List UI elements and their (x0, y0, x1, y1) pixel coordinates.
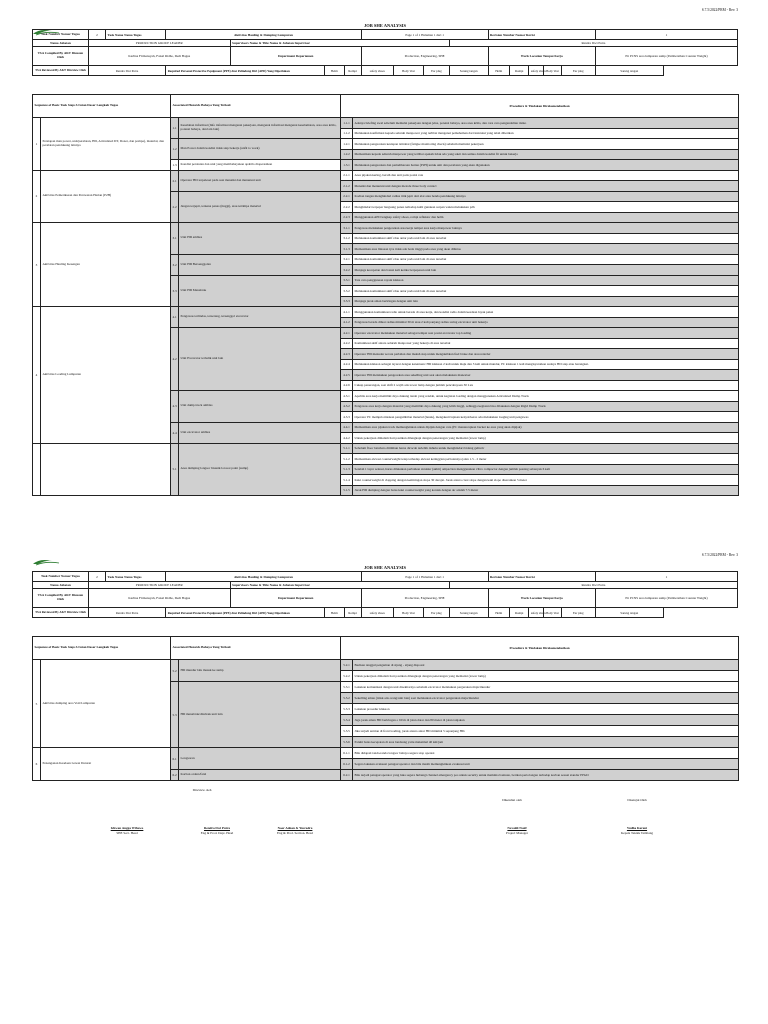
col-hazards-header: Associated Hazards Bahaya Yang Terkait (171, 95, 341, 118)
ppe-item: safety shoes (529, 66, 544, 76)
hazard-number: 6.2 (171, 770, 179, 781)
col-steps-header: Sequence of Basic Task Steps Urutan Dasar Langkah Tugas (33, 95, 171, 118)
control-number: 4.1.1 (341, 307, 353, 318)
control-text: Kodian tangan menghindari radius titik jepit dari alat atau benda pendukung lainnya (353, 191, 739, 202)
control-number: 3.3.2 (341, 286, 353, 297)
hazard-text: HD mundur lalu masuk ke sump (179, 660, 341, 682)
task-number: 2 (88, 572, 105, 582)
header-table (32, 29, 738, 76)
control-text: Jaga jarak aman HD beriringan ≥ 60 m di jalan datar dan 80 meter di jalan tanjakan (353, 715, 739, 726)
hazard-text: Kesalahan informasi (Info informasi mengenai pekerjaan, mengenai informasi mengenai keselamatan, area area kritis, potensi bahaya, dan lain lain) (179, 118, 341, 139)
control-text: Melakukan komunikasi aktif rdau antar pada unit lain di area tersebut (353, 233, 739, 244)
control-number: 4.2.1 (341, 328, 353, 339)
signatory-role: Kepala Teknik Tambang (620, 831, 654, 835)
control-text: Memastikan elevasi counterweight tetap terhadap elevasi ketinggian perbaiannya jalan 1.5 - 2 meter (353, 454, 739, 465)
step-text: Aktivitas Hauling Kesengan (41, 223, 171, 307)
control-text: Untuk pekerjaan dimalam hari pastikan dilengkapi dengan penerangan yang memadai (tower lamp) (353, 671, 739, 682)
step-number: 2 (33, 170, 41, 223)
ppe-item: Helm (488, 66, 509, 76)
control-number: 1.2.2 (341, 149, 353, 160)
hazard-number: 5.2 (171, 660, 179, 682)
control-text: Patuhi batas kecepatan di area landsung yaitu maksimal 40 km/jam (353, 737, 739, 748)
page-title: JOB SHE ANALYSIS (363, 565, 407, 570)
signatory-name: Yudha Karani (626, 826, 648, 830)
hazard-number: 6.1 (171, 748, 179, 770)
control-text: Cukup penerangan, saat shift 2 wajib ada tower lamp dengan jumlah pencahayaan 30 Lux (353, 380, 739, 391)
hazard-number: 1.2 (171, 139, 179, 160)
department-value: Production, Engineering, SHE (361, 589, 488, 608)
hazard-number: 1.3 (171, 160, 179, 171)
hazard-number: 2.1 (171, 170, 179, 191)
col-controls-header: Procedure & Tindakan Direkomendasikan (341, 95, 739, 118)
control-text: Sebelum floor batubara ditimbun harus dicacah terlebih dahulu untuk menghindari bidang gelincir (353, 443, 739, 454)
control-text: Menghindari terpapar langsung panas terhadap kulit gunakan sarpan waktu melakukan p2h (353, 202, 739, 213)
step-text: Penanganan Keadaan Gawat Darurat (41, 748, 171, 781)
control-text: Bila terjadi petugas/operator yang luka segera hubungi channel emergency pos untuk security untuk meminta bantuan, berikan pertolongan terhadap korban sesuai standar PPGD (353, 770, 739, 781)
control-number: 6.1.1 (341, 748, 353, 759)
control-text: Komunikasi aktif antara seluruh manpower yang bekerja di area tersebut (353, 338, 739, 349)
hazard-text: Korban orders/fatal (179, 770, 341, 781)
control-text: Memastikan kepada seluruh manpower yang terlibat apakah tidak ada yang sakit dan semua dalam kondisi fit untuk bekerja (353, 149, 739, 160)
task-name: Aktivitas Hauling & Dumping Lumpuran (166, 30, 362, 40)
control-text: Melakukan pengecekan dan pemeliharaan harian (P2H) untuk unit dan peralatan yang akan digunakan (353, 160, 739, 171)
signatory-role: Project Manager (506, 831, 528, 835)
ppe-item: Rompi (344, 66, 361, 76)
hazard-number: 5.1 (171, 443, 179, 496)
control-text: Bila didapati tanda-tanda longsor bahaya segera stop operasi (353, 748, 739, 759)
control-text: Memastikan area lintasan tyre tidak ada beda tinggi pada area yang akan dilintas (353, 244, 739, 255)
signatory-name: Ichwan Angga Wibowo (110, 826, 144, 830)
hazard-number: 1.1 (171, 118, 179, 139)
hazard-number: 4.3 (171, 391, 179, 423)
compiled-label: TSA Compiled By AKT Disusun Oleh (33, 47, 89, 66)
signatory-role: Eng & Prod. Section. Head (277, 831, 313, 835)
control-number: 5.3.3 (341, 704, 353, 715)
ppe-item: safety shoes (529, 608, 544, 618)
control-text: Lakukan komunikasi dengan unit disekitarnya sebelum excavator melakukan pergerakan maju/mundur (353, 682, 739, 693)
task-name: Aktivitas Hauling & Dumping Lumpuran (166, 572, 362, 582)
step-text: Aktivitas Pemeriksaan dan Perawatan Harian (P2H) (41, 170, 171, 223)
control-text: Melakukan konfirmasi kepada seluruh manpower yang terlibat mengenai pemahaman dari instruksi yang telah diberikan (353, 128, 739, 139)
control-text: Melakukan komunikasi aktif rdau antar pada unit lain di area tersebut (353, 286, 739, 297)
reviewed-label: TSA Reviewed By AKT Direview Oleh (33, 66, 89, 76)
control-number: 2.2.3 (341, 212, 353, 223)
ppe-item: Sarung tangan (449, 66, 488, 76)
hazard-number: 3.3 (171, 275, 179, 307)
control-number: 5.1.1 (341, 443, 353, 454)
ppe-item: Rompi (510, 608, 529, 618)
control-number: 2.1.2 (341, 181, 353, 192)
ppe-item: Helm (325, 608, 344, 618)
page-label: Page 1 of 1 Halaman 1 dari 1 (361, 572, 488, 582)
doc-code: S.7.5/2022/PRM - Rev. 3 (701, 553, 738, 557)
control-text: Menggunakan komunikasi radio untuk berada di area kerja, dan kondisi radio dalam keadaan layak pakai (353, 307, 739, 318)
signatory-name: Rendra Dwi Putra (203, 826, 230, 830)
department-value: Production, Engineering, SHE (361, 47, 488, 66)
hazard-number: 3.1 (171, 223, 179, 255)
hazard-text: Operator HD terpeleset pada saat menaiki dan menuruni unit (179, 170, 341, 191)
signatory-name: Novaldi Nsalf (507, 826, 527, 830)
control-number: 3.2.2 (341, 265, 353, 276)
ppe-item: Ear plug (424, 66, 450, 76)
control-number: 3.3.3 (341, 296, 353, 307)
hazard-text: Unit HD ambles (179, 223, 341, 255)
ppe-item: safety shoes (361, 66, 393, 76)
ppe-label: Required Personal Protective Equipment (PPE) Alat Pelindung Diri (APD) Yang Diperlukan (166, 66, 325, 76)
hazard-text: Pengawas terlindas, terserang, tersenggol excavator (179, 307, 341, 328)
task-number-label: Task Number Nomor Tugas (33, 30, 89, 40)
ppe-item: safety shoes (361, 608, 393, 618)
control-number: 6.1.2 (341, 759, 353, 770)
control-text: Menjaga kecepatan dan batasi kali ketika berpapasan unit lain (353, 265, 739, 276)
hazard-number: 4.1 (171, 307, 179, 328)
signatory-role: Eng & Prod. Dept. Head (200, 831, 234, 835)
page-2 (32, 550, 738, 850)
supervisor-name: Rendra Dwi Putra (449, 582, 737, 589)
control-text: Apabila area kerja memiliki daya dukung tanah yang rendah, untuk kegiatan loading dengan menggunakan Articulated Dump Truck (353, 391, 739, 402)
ppe-label: Required Personal Protective Equipment (PPE) Alat Pelindung Diri (APD) Yang Diperlukan (166, 608, 325, 618)
hazard-number: 5.3 (171, 682, 179, 748)
control-text: Menaiki dan menuruni unit dengan metode three body contact (353, 181, 739, 192)
job-title-label: Nama Jabatan (33, 582, 89, 589)
step-number: 1 (33, 118, 41, 171)
approved-by-title: Disetujui Oleh (627, 798, 647, 802)
hazard-text: Unit HD Menabrak (179, 275, 341, 307)
control-number: 5.1.2 (341, 454, 353, 465)
control-text: Tata cara penggunaan rayant klakson (353, 275, 739, 286)
control-text: Operator HD menuder secara perlahan dan maksh siap untuk mengakibkan fuel brake dan atau retarder (353, 349, 739, 360)
control-number: 4.2.5 (341, 370, 353, 381)
task-number: 2 (88, 30, 105, 40)
table-row (33, 748, 739, 759)
control-number: 6.2.1 (341, 770, 353, 781)
control-number: 4.2.4 (341, 359, 353, 370)
ppe-item: Ear plug (561, 66, 595, 76)
hazard-text: Unit HD Bersenggolan (179, 254, 341, 275)
control-text: Jika terjadi antrian di front loading, jarak antara antar HD minimal 5 sepanjang HD. (353, 726, 739, 737)
ppe-item: Helm (325, 66, 344, 76)
compiled-label: TSA Compiled By AKT Disusun Oleh (33, 589, 89, 608)
department-label: Department Departemen (230, 589, 361, 608)
control-number: 2.2.2 (341, 202, 353, 213)
ppe-item: Body Vest (393, 66, 423, 76)
control-number: 5.1.4 (341, 475, 353, 486)
control-text: Menggunakan APD lengkap safety shoes, rompi reflektor dan helm (353, 212, 739, 223)
department-label: Department Departemen (230, 47, 361, 66)
control-text: Menjaga jarak aman beriringan dengan unit lain (353, 296, 739, 307)
compiled-names: Karlina Firmansyah, Faisal Ridho, Dedi Bagus (88, 589, 230, 608)
control-number: 5.3.2 (341, 693, 353, 704)
control-text: Berikan tanggul pengaman di sijang - sijang disposal (353, 660, 739, 671)
control-number: 4.2.3 (341, 349, 353, 360)
step-number: 6 (33, 748, 41, 781)
hazard-number: 3.2 (171, 254, 179, 275)
control-number: 5.3.1 (341, 682, 353, 693)
work-location-value: Pit PCNS area lumpuran sump (Pembersihan Counter Weight) (595, 589, 737, 608)
control-text: Operator HD melakukan pengecekan area sekelling unit saat akan melakukan maneuver (353, 370, 739, 381)
control-number: 4.3.2 (341, 401, 353, 412)
table-row (33, 170, 739, 181)
control-number: 3.2.1 (341, 254, 353, 265)
step-text: Persiapan man power, unit/peralatan, HD, Articulated DT, Dozer, dan pompa), material, dan peralatan pendukung lainnya (41, 118, 171, 171)
page-title: JOB SHE ANALYSIS (363, 23, 407, 28)
control-number: 3.1.3 (341, 244, 353, 255)
hazard-text: Longsoran (179, 748, 341, 770)
control-text: Kaki counterweight di clapping dengan kemiringan slope 30 derajat. Jarak antara crest slope dengan kaki slope disarankan 5 meter (353, 475, 739, 486)
ppe-item: Sarung tangan (595, 608, 663, 618)
control-number: 4.2.2 (341, 338, 353, 349)
step-number: 5 (33, 660, 41, 748)
table-row (33, 223, 739, 234)
control-text: Pengawas berada diluar radius minimal 30 m atau 2 kali panjang radius swing excavator unit bekerja (353, 317, 739, 328)
control-number: 3.3.1 (341, 275, 353, 286)
control-text: Melakukan klakson sebagai isyarat dengan ketentuan: HD klakson 2 kali untuk maju dan 3 kali untuk mundur, PC klakson 1 kali mengisyaratkan sudaya HD siap atau berangkat. (353, 359, 739, 370)
control-number: 4.1.2 (341, 317, 353, 328)
col-hazards-header: Associated Hazards Bahaya Yang Terkait (171, 637, 341, 660)
control-number: 4.4.1 (341, 422, 353, 433)
work-location-label: Work Location Tempat Kerja (488, 47, 595, 66)
hazard-number: 2.2 (171, 191, 179, 223)
control-text: Sekelling aman (tidak ada orang/unit lain) saat melakukan excavator pergerakan maju/mundur (353, 693, 739, 704)
control-text: Area pijakan kering, bersih dan anti pada posisi rata (353, 170, 739, 181)
work-location-label: Work Location Tempat Kerja (488, 589, 595, 608)
control-number: 1.1.2 (341, 128, 353, 139)
ppe-item: Helm (488, 608, 509, 618)
revision-label: Revision Number Nomor Revisi (488, 30, 595, 40)
control-text: Operator PC memprioritaskan pengambilan material (lunak), mengakuti lapisan kenyal/keras ada melakukan loaging unit pengawas (353, 412, 739, 423)
hazard-text: Area dumping longsor bisanik lorosot point (sump) (179, 443, 341, 496)
control-number: 5.3.4 (341, 715, 353, 726)
control-text: Pengawas melakukan pengecekan area kerja tempat area kerja manpower lainnya (353, 223, 739, 234)
table-row (33, 118, 739, 129)
supervisor-name: Rendra Dwi Putra (449, 40, 737, 47)
ppe-item: Rompi (510, 66, 529, 76)
supervisor-label: Supervisors Name & Title Nama & Jabatan Supervisor (230, 582, 449, 589)
header-table (32, 571, 738, 618)
control-number: 5.3.6 (341, 737, 353, 748)
control-number: 1.1.1 (341, 118, 353, 129)
jsa-table-page-2 (32, 636, 739, 781)
control-number: 4.3.1 (341, 391, 353, 402)
reviewed-name: Rendra Dwi Putra (88, 608, 165, 618)
step-number (33, 443, 41, 496)
signatory-name: Noor Adnan & Yusradra (277, 826, 313, 830)
reviewed-name: Rendra Dwi Putra (88, 66, 165, 76)
hazard-text: Kondisi peralatan dan unit yang membahayakan apabila dioperasikan (179, 160, 341, 171)
revision-label: Revision Number Nomor Revisi (488, 572, 595, 582)
task-number-label: Task Number Nomor Tugas (33, 572, 89, 582)
step-text: Aktivitas Loading Lumpuran (41, 307, 171, 444)
ppe-item: Sarung tangan (449, 608, 488, 618)
jsa-table-page-1 (32, 94, 739, 496)
reviewed-by-title: Direview oleh (192, 788, 212, 792)
page-1 (32, 8, 738, 528)
ppe-item: Body Vest (544, 608, 561, 618)
control-text: Melakukan komunikasi aktif rdau antar pada unit lain di area tersebut (353, 254, 739, 265)
ppe-item: Sarung tangan (595, 66, 663, 76)
control-text: Lakukan prosedur klakson (353, 704, 739, 715)
control-number: 3.1.1 (341, 223, 353, 234)
ppe-item: Ear plug (561, 608, 595, 618)
col-steps-header: Sequence of Basic Task Steps Urutan Dasar Langkah Tugas (33, 637, 171, 660)
control-number: 5.1.3 (341, 464, 353, 475)
supervisor-label: Supervisors Name & Title Nama & Jabatan Supervisor (230, 40, 449, 47)
signatory-role: SHE Sect. Head (116, 831, 138, 835)
hazard-text: HD menabrak/ditabrak unit lain (179, 682, 341, 748)
hazard-text: Unit dump truck ambles (179, 391, 341, 423)
ppe-item: Ear plug (424, 608, 450, 618)
step-number: 3 (33, 223, 41, 307)
step-text (41, 443, 171, 496)
table-row (33, 443, 739, 454)
control-text: Melakukan pengecekan kesiapan istirahat (fatigue monitoring check) sebelum memulai pekerjaan (353, 139, 739, 150)
job-title-label: Nama Jabatan (33, 40, 89, 47)
control-number: 1.3.1 (341, 160, 353, 171)
control-text: Pengawas area kerja dengan material yang memiliki daya dukung yang lebih tinggi, sehingga kegiatan bisa dilakukan dengan Rigid Dump Truck (353, 401, 739, 412)
hazard-text: Unit excavator ambles (179, 422, 341, 443)
control-text: Untuk pekerjaan dimalam hari pastikan dilengkapi dengan penerangan yang memadai (tower lamp) (353, 433, 739, 444)
task-name-label: Task Name Nama Tugas (106, 30, 166, 40)
revision-value: 1 (595, 30, 737, 40)
known-by-title: Diketahui oleh (502, 798, 522, 802)
job-title: PRODUCTION GROUP LEADER (88, 40, 230, 47)
control-text: Memastikan area pijakan track memungkinkan untuk dipijak dengan cara (PC menancapkan bucket ke area yang akan dipijak) (353, 422, 739, 433)
reviewed-label: TSA Reviewed By AKT Direview Oleh (33, 608, 89, 618)
control-text: Adanya briefing awal sebelum memulai pekerjaan dengan jelas, potensi bahaya, area area kritis, dan cara cara pengendalian risiko (353, 118, 739, 129)
task-name-label: Task Name Nama Tugas (106, 572, 166, 582)
hazard-text: Man Power dalam kondisi tidak siap bekerja (unfit to work) (179, 139, 341, 160)
control-number: 4.4.2 (341, 433, 353, 444)
control-number: 3.1.2 (341, 233, 353, 244)
table-row (33, 307, 739, 318)
control-number: 1.2.1 (341, 139, 353, 150)
work-location-value: Pit PCNS area lumpuran sump (Pembersihan Counter Weight) (595, 47, 737, 66)
ppe-item: Rompi (344, 608, 361, 618)
compiled-names: Karlina Firmansyah, Faisal Ridho, Dedi Bagus (88, 47, 230, 66)
hazard-number: 4.2 (171, 328, 179, 391)
hazard-text: Jangan terjepit, terkena panas (tinggi), atau tertimpa material (179, 191, 341, 223)
control-number: 2.1.1 (341, 170, 353, 181)
control-number: 5.2.1 (341, 660, 353, 671)
control-text: Segera lakukan evakuasi petugas/operator dan bila masih memungkinkan evakuasi unit (353, 759, 739, 770)
table-row (33, 660, 739, 671)
control-number: 5.2.2 (341, 671, 353, 682)
jsa-body-page-2 (33, 660, 739, 781)
control-number: 5.3.5 (341, 726, 353, 737)
control-text: Operator excavator melakukan material sebagai tempat saat posisi excavator top loading (353, 328, 739, 339)
control-text: Jarak HD dumping dengan batas kaki counterweight yang kontak dengan air adalah 7.5 meter (353, 485, 739, 496)
hazard-number: 4.4 (171, 422, 179, 443)
revision-value: 1 (595, 572, 737, 582)
control-number: 2.2.1 (341, 191, 353, 202)
doc-code: S.7.5/2022/PRM - Rev. 3 (701, 8, 738, 12)
hazard-text: Unit Excavator terbalik unit lain (179, 328, 341, 391)
control-text: Setelah 1 layer selesai, harus dilakukan perbaikan struktur (akhir) ompaction menggunakan vibro compactor dengan jumlah passing sebanyak 6 kali (353, 464, 739, 475)
step-number: 4 (33, 307, 41, 444)
control-number: 4.3.3 (341, 412, 353, 423)
ppe-item: Body Vest (393, 608, 423, 618)
jsa-body-page-1 (33, 118, 739, 496)
control-number: 5.1.5 (341, 485, 353, 496)
step-text: Aktivitas dumping area Void Lumpuran (41, 660, 171, 748)
page-label: Page 1 of 1 Halaman 1 dari 1 (361, 30, 488, 40)
ppe-item: Body Vest (544, 66, 561, 76)
col-controls-header: Procedure & Tindakan Direkomendasikan (341, 637, 739, 660)
control-number: 4.2.6 (341, 380, 353, 391)
job-title: PRODUCTION GROUP LEADER (88, 582, 230, 589)
